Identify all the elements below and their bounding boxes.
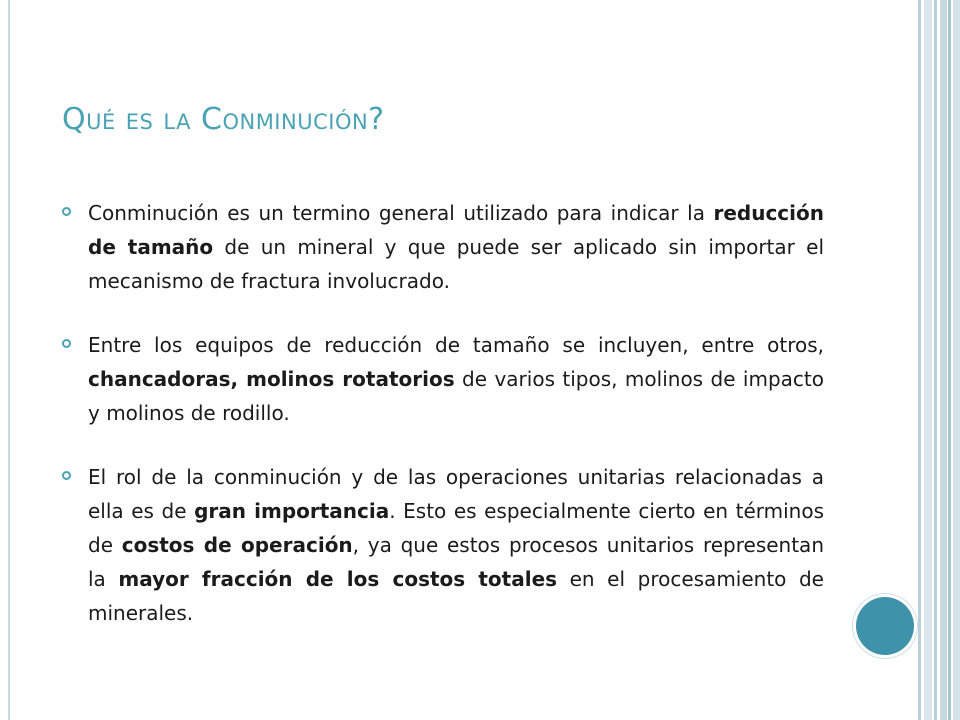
right-decor-stripe — [953, 0, 960, 720]
text-segment: de varios tipos, molinos de impacto y molinos de rodillo. — [88, 367, 824, 425]
bold-segment: mayor fracción de los costos totales — [118, 567, 558, 591]
bold-segment: chancadoras, molinos rotatorios — [88, 367, 455, 391]
right-decor-stripe — [918, 0, 921, 720]
bullet-list — [62, 196, 824, 660]
bold-segment: gran importancia — [194, 499, 390, 523]
bullet-circle-icon — [62, 339, 71, 348]
bullet-circle-icon — [62, 207, 71, 216]
right-decor-stripe — [948, 0, 951, 720]
bold-segment: costos de operación — [121, 533, 353, 557]
right-decor-stripe — [934, 0, 937, 720]
text-segment: de un mineral y que puede ser aplicado sin importar el mecanismo de fractura involucrado. — [88, 235, 825, 293]
bold-segment: reducción de tamaño — [88, 201, 824, 259]
right-decor-stripe — [940, 0, 947, 720]
text-segment: en el procesamiento de minerales. — [88, 567, 824, 625]
text-segment: El rol de la conminución y de las operaciones unitarias relacionadas a ella es de — [88, 465, 824, 523]
text-segment: , ya que estos procesos unitarios representan la — [88, 533, 824, 591]
text-segment: . Esto es especialmente cierto en términos de — [88, 499, 824, 557]
text-segment: Conminución es un termino general utilizado para indicar la — [88, 201, 714, 225]
right-decor-stripe — [924, 0, 932, 720]
bullet-item — [62, 196, 824, 298]
text-segment: Entre los equipos de reducción de tamaño se incluyen, entre otros, — [88, 333, 824, 357]
decorative-circle-icon — [856, 597, 914, 655]
bullet-item — [62, 460, 824, 630]
slide-title: Qué es la Conminución? — [62, 102, 385, 137]
bullet-text — [88, 460, 824, 630]
left-border-line — [8, 0, 10, 720]
bullet-text — [88, 328, 824, 430]
bullet-circle-icon — [62, 471, 71, 480]
bullet-item — [62, 328, 824, 430]
bullet-text — [88, 196, 824, 298]
